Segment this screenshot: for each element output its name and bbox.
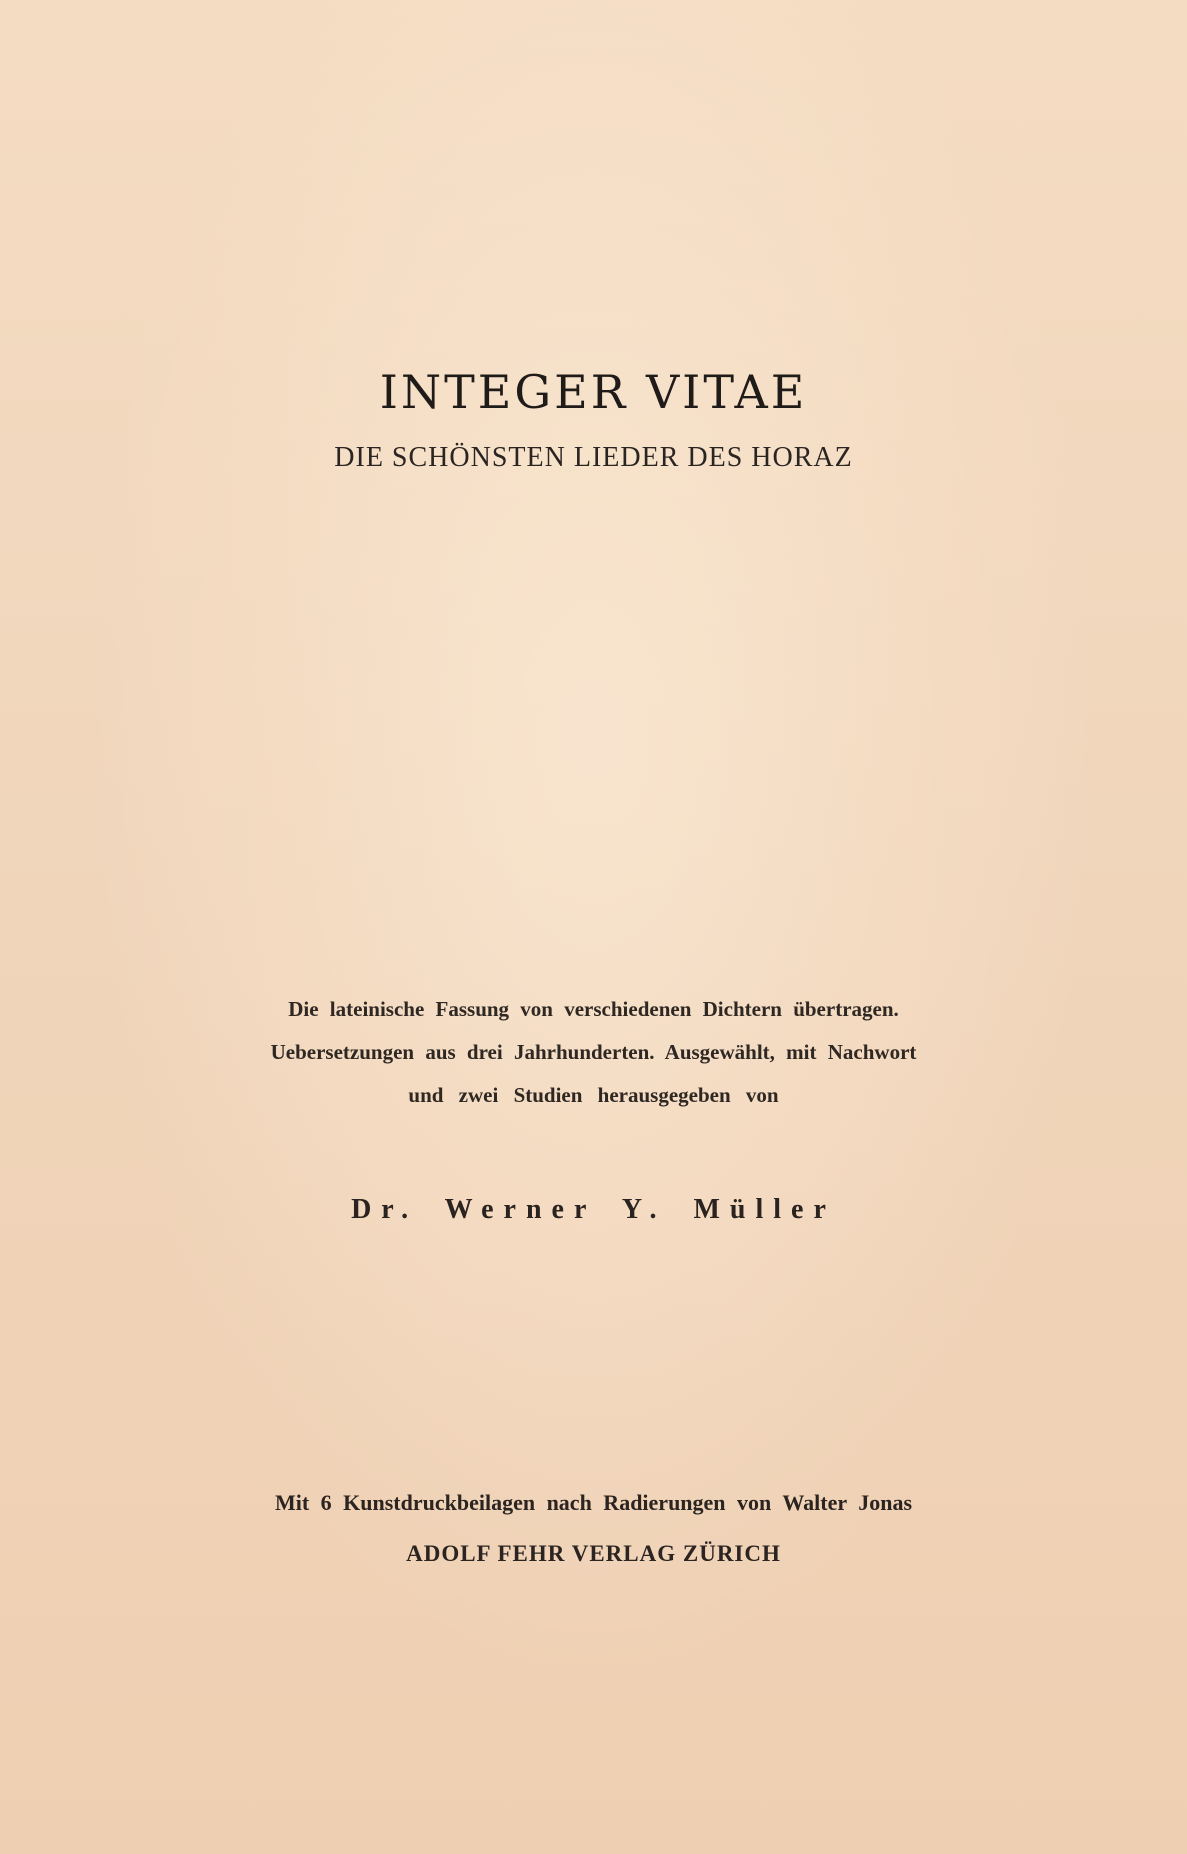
book-subtitle: DIE SCHÖNSTEN LIEDER DES HORAZ <box>334 442 853 473</box>
edition-description <box>0 988 1187 1117</box>
illustrations-note: Mit 6 Kunstdruckbeilagen nach Radierungen von Walter Jonas <box>274 1490 913 1515</box>
editor-name: Dr. Werner Y. Müller <box>351 1194 836 1225</box>
description-line: und zwei Studien herausgegeben von <box>408 1083 779 1107</box>
description-line: Die lateinische Fassung von verschiedenen Dichtern übertragen. <box>288 997 899 1021</box>
publisher-imprint: ADOLF FEHR VERLAG ZÜRICH <box>406 1541 781 1566</box>
book-title: INTEGER VITAE <box>379 365 808 419</box>
description-line: Uebersetzungen aus drei Jahrhunderten. Ausgewählt, mit Nachwort <box>270 1040 917 1064</box>
